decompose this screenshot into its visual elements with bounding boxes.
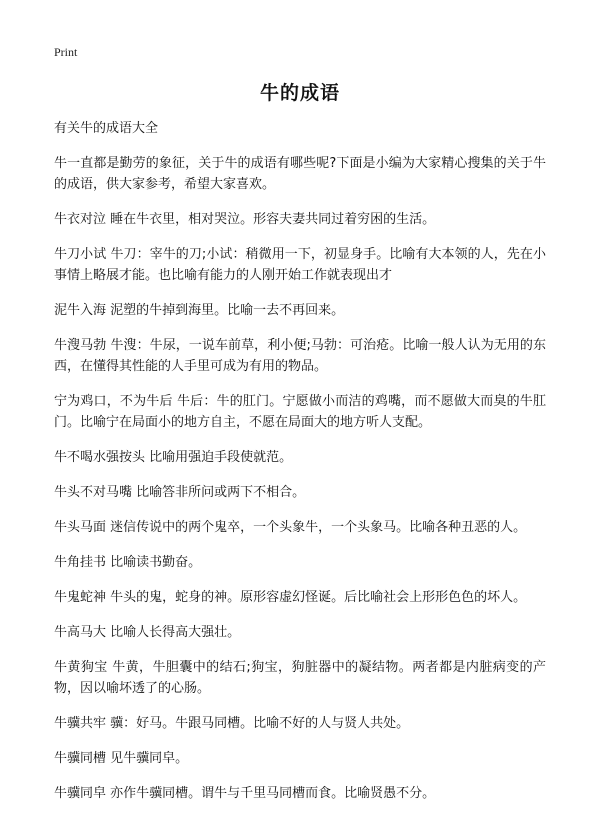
idiom-entry: 牛刀小试 牛刀：宰牛的刀;小试：稍微用一下，初显身手。比喻有大本领的人，先在小事情上略展才能。也比喻有能力的人刚开始工作就表现出才: [54, 247, 546, 283]
page-title: 牛的成语: [259, 82, 340, 104]
idiom-entry: 宁为鸡口，不为牛后 牛后：牛的肛门。宁愿做小而洁的鸡嘴，而不愿做大而臭的牛肛门。比喻宁在局面小的地方自主，不愿在局面大的地方听人支配。: [54, 394, 546, 430]
intro-paragraph: 牛一直都是勤劳的象征，关于牛的成语有哪些呢?下面是小编为大家精心搜集的关于牛的成语，供大家参考，希望大家喜欢。: [54, 156, 546, 192]
idiom-entry: 牛鬼蛇神 牛头的鬼，蛇身的神。原形容虚幻怪诞。后比喻社会上形形色色的坏人。: [54, 590, 527, 605]
idiom-entry: 牛角挂书 比喻读书勤奋。: [54, 555, 202, 570]
print-label: Print: [54, 45, 78, 59]
idiom-entry: 牛头马面 迷信传说中的两个鬼卒，一个头象牛，一个头象马。比喻各种丑恶的人。: [54, 520, 527, 535]
article-subtitle: 有关牛的成语大全: [54, 121, 159, 136]
idiom-entry: 牛溲马勃 牛溲：牛尿，一说车前草，利小便;马勃：可治疮。比喻一般人认为无用的东西，在懂得其性能的人手里可成为有用的物品。: [54, 338, 546, 374]
idiom-entry: 牛衣对泣 睡在牛衣里，相对哭泣。形容夫妻共同过着穷困的生活。: [54, 212, 436, 227]
idiom-entry: 牛骥同皁 亦作牛骥同槽。谓牛与千里马同槽而食。比喻贤愚不分。: [54, 786, 436, 801]
idiom-entry: 牛头不对马嘴 比喻答非所问或两下不相合。: [54, 485, 306, 500]
idiom-entry: 牛高马大 比喻人长得高大强壮。: [54, 625, 241, 640]
article-body: [54, 118, 546, 818]
idiom-entry: 牛黄狗宝 牛黄，牛胆囊中的结石;狗宝，狗脏器中的凝结物。两者都是内脏病变的产物，因以喻坏透了的心肠。: [54, 660, 546, 696]
idiom-entry: 牛骥同槽 见牛骥同皁。: [54, 751, 189, 766]
idiom-entry: 泥牛入海 泥塑的牛掉到海里。比喻一去不再回来。: [54, 303, 345, 318]
idiom-entry: 牛骥共牢 骥：好马。牛跟马同槽。比喻不好的人与贤人共处。: [54, 716, 410, 731]
idiom-entry: 牛不喝水强按头 比喻用强迫手段使就范。: [54, 450, 293, 465]
